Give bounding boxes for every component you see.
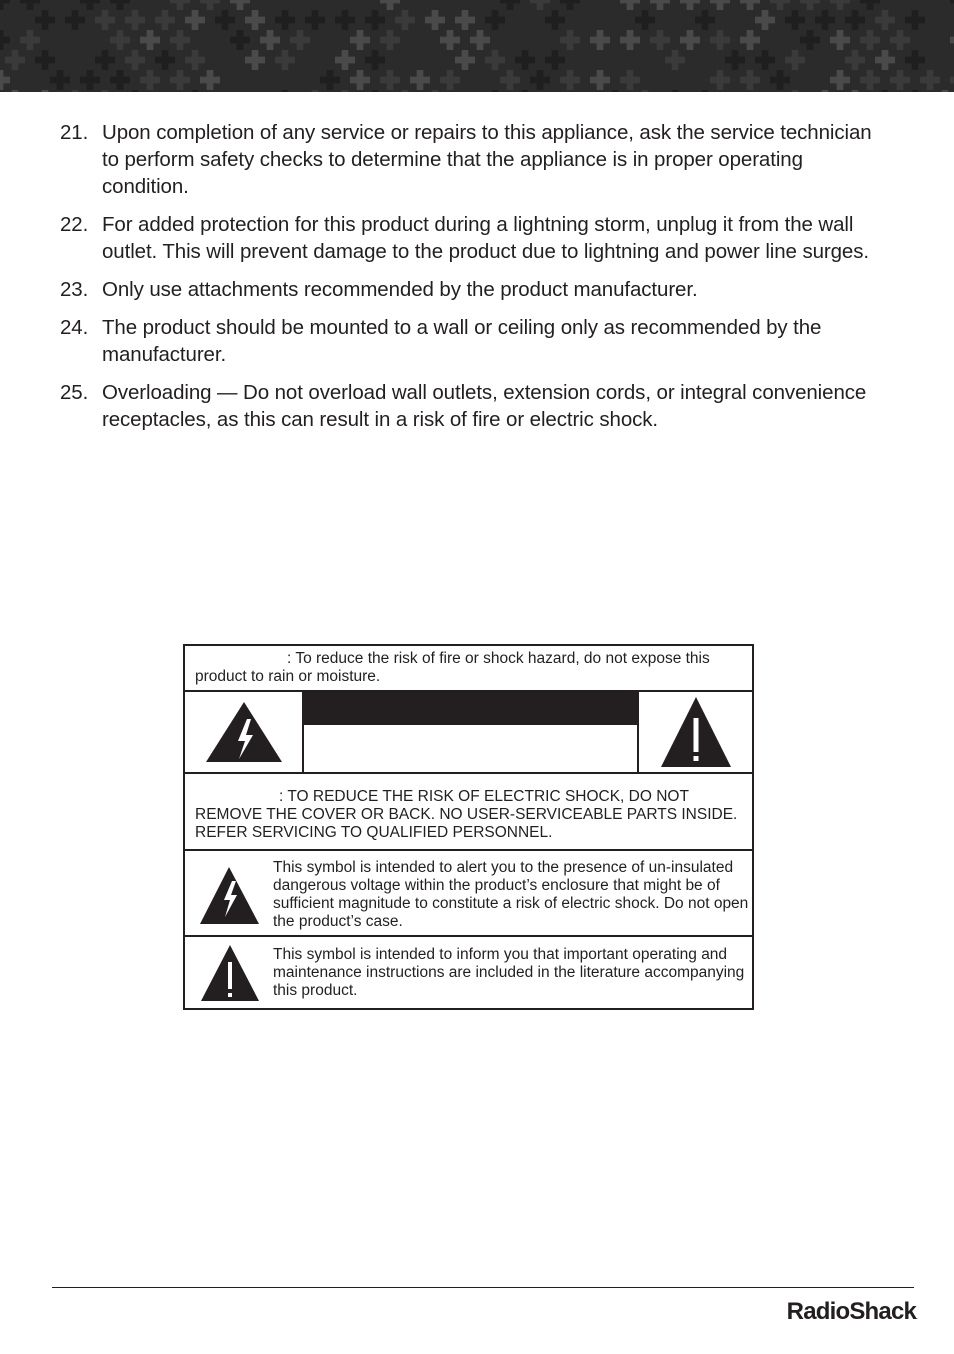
caution-left-cell (185, 692, 304, 772)
header-banner (0, 0, 954, 92)
exclamation-triangle-icon (639, 692, 752, 772)
safety-item-22 (60, 211, 880, 265)
plus-pattern-graphic (0, 0, 954, 92)
exclamation-symbol-text: This symbol is intended to inform you that important operating and maintenance instructions are included in the literature accompanying this product. (273, 946, 745, 999)
item-text: Upon completion of any service or repairs to this appliance, ask the service technician to perform safety checks to determine that the appliance is in proper operating condition. (102, 121, 872, 198)
lightning-triangle-icon (185, 692, 304, 772)
caution-statement-text: : TO REDUCE THE RISK OF ELECTRIC SHOCK, DO NOT REMOVE THE COVER OR BACK. NO USER-SERVICEABLE PARTS INSIDE. REFER SERVICING TO QUALIFIED PERSONNEL. (195, 788, 738, 841)
lightning-symbol-explanation (185, 851, 752, 937)
safety-instructions-list (60, 119, 880, 444)
exclamation-symbol-explanation (185, 937, 752, 1008)
caution-right-cell (639, 692, 752, 772)
item-number: 23. (60, 278, 89, 301)
moisture-warning-text: : To reduce the risk of fire or shock hazard, do not expose this product to rain or moisture. (195, 650, 710, 685)
item-text: For added protection for this product during a lightning storm, unplug it from the wall outlet. This will prevent damage to the product due to lightning and power line surges. (102, 213, 869, 263)
caution-symbol-row (185, 692, 752, 774)
lightning-triangle-icon (199, 851, 269, 937)
item-text: The product should be mounted to a wall or ceiling only as recommended by the manufacturer. (102, 316, 822, 366)
item-number: 24. (60, 316, 89, 339)
safety-item-23 (60, 276, 880, 303)
safety-item-21 (60, 119, 880, 200)
lightning-symbol-text: This symbol is intended to alert you to the presence of un-insulated dangerous voltage within the product’s enclosure that might be of sufficient magnitude to constitute a risk of electric shock. Do not open the product’s case. (273, 859, 749, 930)
safety-item-24 (60, 314, 880, 368)
footer-divider (52, 1287, 914, 1288)
caution-statement (185, 774, 752, 851)
caution-center-cell (304, 692, 639, 772)
caution-header-bar (304, 692, 637, 725)
item-number: 25. (60, 381, 89, 404)
brand-mark: . (916, 1314, 918, 1321)
item-text: Overloading — Do not overload wall outlets, extension cords, or integral convenience receptacles, as this can result in a risk of fire or electric shock. (102, 381, 867, 431)
item-text: Only use attachments recommended by the product manufacturer. (102, 278, 698, 301)
brand-name: RadioShack (786, 1298, 917, 1325)
warning-label-box (183, 644, 754, 1010)
exclamation-triangle-icon (199, 937, 269, 1008)
safety-item-25 (60, 379, 880, 433)
radioshack-logo (787, 1298, 918, 1326)
moisture-warning (185, 646, 752, 692)
item-number: 21. (60, 121, 89, 144)
item-number: 22. (60, 213, 89, 236)
